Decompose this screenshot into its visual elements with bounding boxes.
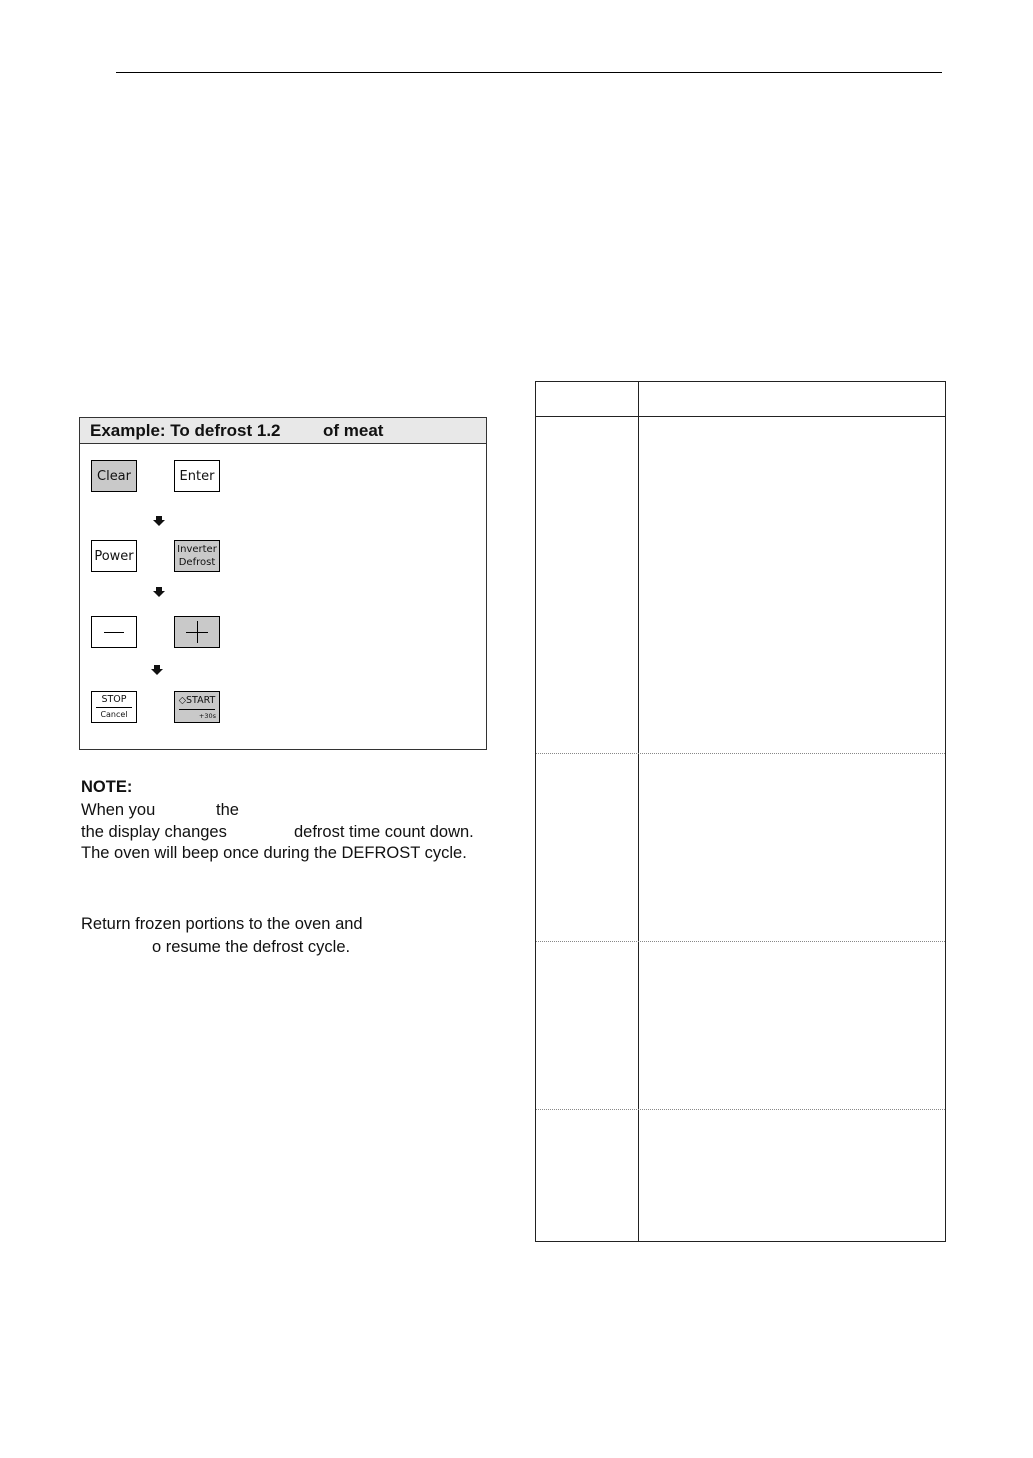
start-key xyxy=(174,691,220,723)
note-line4: Return frozen portions to the oven and xyxy=(81,915,363,933)
note-line2a: the display changes xyxy=(81,823,227,841)
table-row-divider xyxy=(536,753,945,754)
minus-key xyxy=(91,616,137,648)
note-line1b: the xyxy=(216,801,239,819)
top-rule xyxy=(116,72,942,73)
example-header xyxy=(80,418,486,444)
inverter-key-label-line2: Defrost xyxy=(178,557,216,568)
example-title-unit: of meat xyxy=(323,421,384,440)
note-line5: o resume the defrost cycle. xyxy=(152,938,351,956)
clear-key xyxy=(91,460,137,492)
plus-icon xyxy=(186,621,208,643)
power-key-label: Power xyxy=(94,548,134,564)
reference-table xyxy=(535,381,946,1242)
plus-key xyxy=(174,616,220,648)
enter-key xyxy=(174,460,220,492)
stop-cancel-key xyxy=(91,691,137,723)
minus-icon xyxy=(104,632,124,633)
note-line2b: defrost time count down. xyxy=(294,823,474,841)
example-panel xyxy=(79,417,487,750)
table-row-divider xyxy=(536,941,945,942)
table-row-divider xyxy=(536,1109,945,1110)
note-line3: The oven will beep once during the DEFROST cycle. xyxy=(81,844,467,862)
start-key-sublabel: +30s xyxy=(198,711,216,720)
inverter-defrost-key xyxy=(174,540,220,572)
power-key xyxy=(91,540,137,572)
table-column-divider xyxy=(638,382,639,1241)
note-line1a: When you xyxy=(81,801,156,819)
enter-key-label: Enter xyxy=(179,468,215,484)
inverter-key-label-line1: Inverter xyxy=(177,544,217,555)
clear-key-label: Clear xyxy=(97,468,131,484)
note-label: NOTE: xyxy=(81,778,133,796)
start-key-label: ◇START xyxy=(178,694,216,706)
example-title: Example: To defrost 1.2 xyxy=(90,421,281,440)
stop-key-label: STOP xyxy=(101,694,127,705)
cancel-key-label: Cancel xyxy=(100,710,128,719)
table-header-divider xyxy=(536,416,945,417)
